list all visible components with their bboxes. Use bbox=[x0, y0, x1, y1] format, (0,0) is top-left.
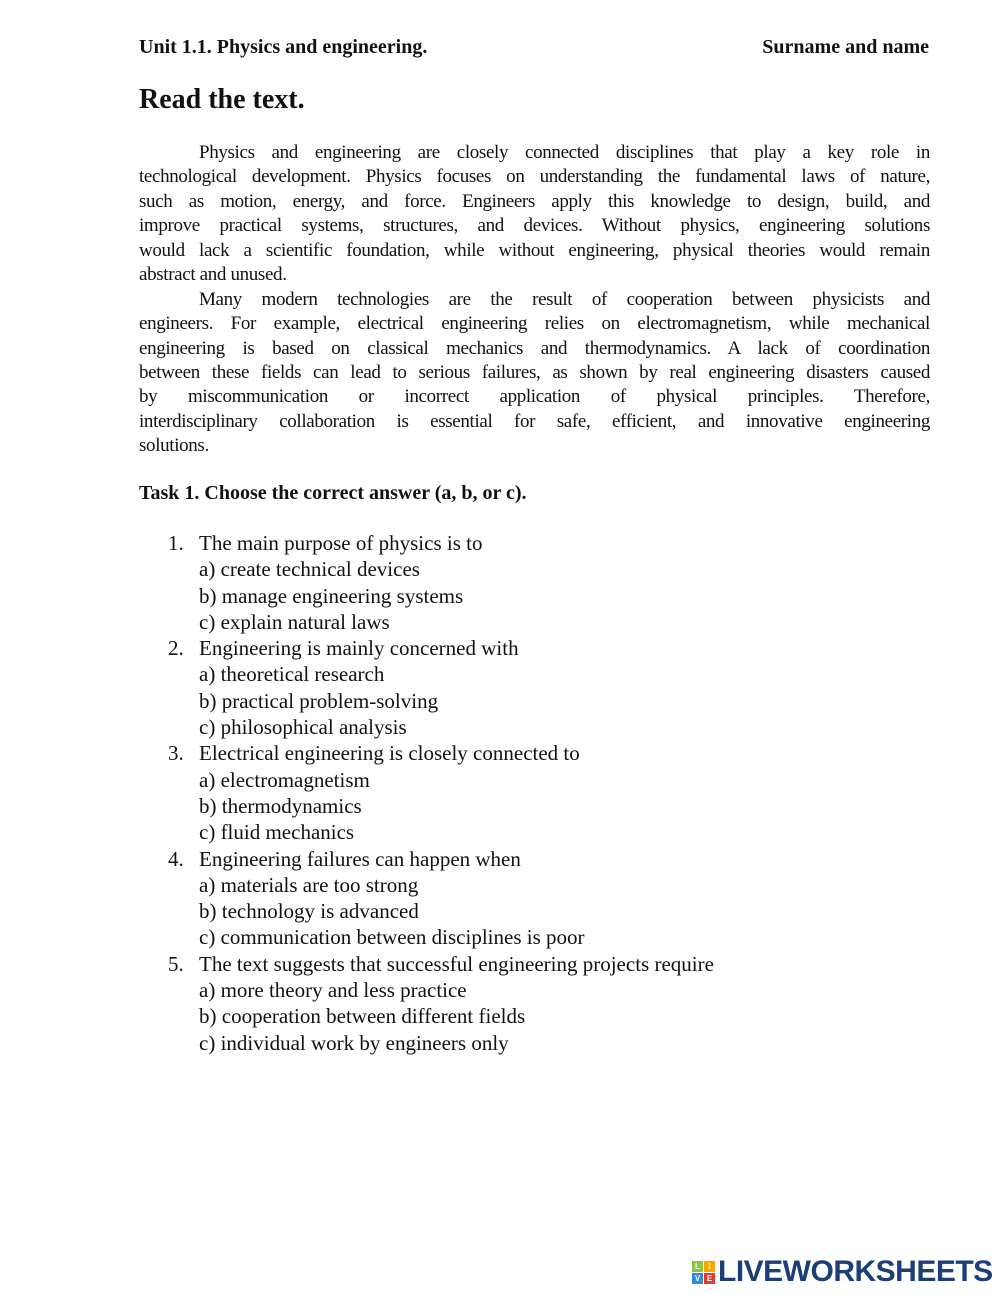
question-number bbox=[139, 846, 199, 872]
question-text: Electrical engineering is closely connected to bbox=[199, 741, 580, 766]
paragraph-line: improve practical systems, structures, and devices. Without physics, engineering solutions bbox=[139, 215, 930, 237]
paragraph-line: Many modern technologies are the result of cooperation between physicists and bbox=[199, 288, 930, 310]
paragraph-line: engineering is based on classical mechanics and thermodynamics. A lack of coordination bbox=[139, 337, 930, 359]
paragraph-line: Physics and engineering are closely connected disciplines that play a key role in bbox=[199, 142, 930, 163]
question-text: Engineering failures can happen when bbox=[199, 846, 521, 871]
page-title: Read the text. bbox=[139, 84, 305, 115]
paragraph-line: interdisciplinary collaboration is essential for safe, efficient, and innovative engineering bbox=[139, 410, 930, 432]
answer-option[interactable]: b) cooperation between different fields bbox=[199, 1004, 526, 1029]
question-text: The main purpose of physics is to bbox=[199, 531, 483, 555]
reading-text bbox=[139, 141, 930, 459]
logo-tile: E bbox=[704, 1273, 715, 1284]
paragraph-line: by miscommunication or incorrect application of physical principles. Therefore, bbox=[139, 386, 930, 408]
question-number bbox=[139, 740, 199, 766]
logo-tile: V bbox=[692, 1273, 703, 1284]
answer-option[interactable]: c) fluid mechanics bbox=[199, 820, 355, 845]
answer-option[interactable]: a) materials are too strong bbox=[199, 872, 419, 897]
paragraph-line: engineers. For example, electrical engineering relies on electromagnetism, while mechanical bbox=[139, 313, 930, 335]
question-text: Engineering is mainly concerned with bbox=[199, 636, 519, 661]
question-stem bbox=[139, 740, 714, 766]
paragraph-line: solutions. bbox=[139, 435, 209, 457]
question-stem bbox=[139, 951, 714, 977]
question-item bbox=[139, 951, 714, 1056]
logo-text: LIVEWORKSHEETS bbox=[718, 1255, 993, 1288]
answer-option[interactable]: c) communication between disciplines is poor bbox=[199, 925, 585, 950]
question-item bbox=[139, 635, 714, 740]
question-number-text: 1. bbox=[168, 531, 184, 555]
logo-tiles-icon bbox=[692, 1261, 715, 1284]
paragraph bbox=[139, 288, 930, 459]
answer-option[interactable]: a) electromagnetism bbox=[199, 767, 370, 792]
question-number bbox=[139, 951, 199, 977]
paragraph-line: technological development. Physics focuses on understanding the fundamental laws of nature, bbox=[139, 166, 930, 188]
paragraph-line: would lack a scientific foundation, while without engineering, physical theories would remain bbox=[139, 239, 930, 261]
answer-option[interactable]: a) create technical devices bbox=[199, 557, 420, 582]
answer-option[interactable]: b) manage engineering systems bbox=[199, 583, 464, 608]
task-title: Task 1. Choose the correct answer (a, b, or c). bbox=[139, 482, 527, 504]
paragraph-line: between these fields can lead to serious failures, as shown by real engineering disasters caused bbox=[139, 361, 930, 383]
question-stem bbox=[139, 635, 714, 661]
paragraph-line: abstract and unused. bbox=[139, 264, 287, 286]
question-number bbox=[139, 530, 199, 556]
answer-option[interactable]: b) thermodynamics bbox=[199, 793, 362, 818]
answer-option[interactable]: a) more theory and less practice bbox=[199, 978, 467, 1003]
question-number-text: 5. bbox=[168, 951, 184, 976]
question-item bbox=[139, 740, 714, 845]
question-number-text: 2. bbox=[168, 636, 184, 661]
paragraph-line: such as motion, energy, and force. Engineers apply this knowledge to design, build, and bbox=[139, 190, 930, 212]
question-item bbox=[139, 846, 714, 951]
question-number-text: 3. bbox=[168, 741, 184, 766]
question-number bbox=[139, 635, 199, 661]
question-stem bbox=[139, 530, 714, 556]
unit-title: Unit 1.1. Physics and engineering. bbox=[139, 36, 428, 58]
surname-name-label: Surname and name bbox=[762, 36, 929, 58]
question-number-text: 4. bbox=[168, 846, 184, 871]
answer-option[interactable]: c) philosophical analysis bbox=[199, 715, 407, 740]
question-item bbox=[139, 530, 714, 635]
answer-option[interactable]: c) explain natural laws bbox=[199, 609, 390, 634]
answer-option[interactable]: c) individual work by engineers only bbox=[199, 1030, 509, 1055]
question-stem bbox=[139, 846, 714, 872]
answer-option[interactable]: a) theoretical research bbox=[199, 662, 385, 687]
question-list bbox=[139, 530, 714, 1056]
logo-tile: I bbox=[704, 1261, 715, 1272]
liveworksheets-logo bbox=[692, 1255, 993, 1289]
paragraph bbox=[139, 141, 930, 288]
logo-tile: L bbox=[692, 1261, 703, 1272]
question-text: The text suggests that successful engineering projects require bbox=[199, 951, 714, 976]
answer-option[interactable]: b) practical problem-solving bbox=[199, 688, 439, 713]
answer-option[interactable]: b) technology is advanced bbox=[199, 899, 419, 924]
